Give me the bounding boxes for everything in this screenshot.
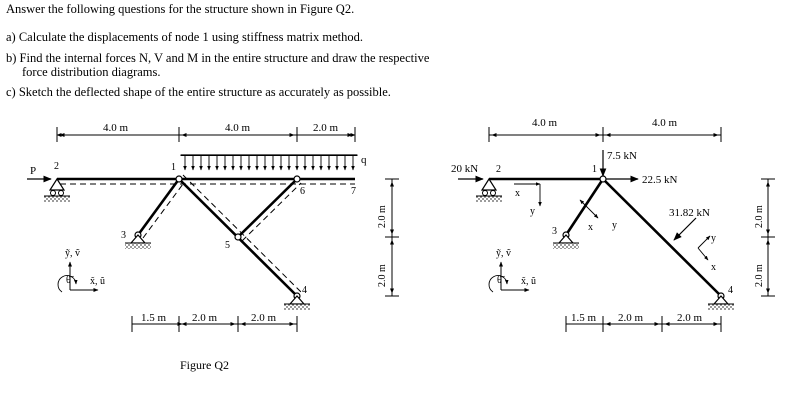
right-local-y-inclined: y <box>711 233 716 244</box>
right-force-inclined: 31.82 kN <box>669 207 710 219</box>
left-axis-rot-label: θ̃ <box>66 275 71 286</box>
left-structure <box>27 127 399 332</box>
question-part-b-line1: b) Find the internal forces N, V and M in the entire structure and draw the respective <box>6 51 430 65</box>
left-dim-bottom-3: 2.0 m <box>251 312 277 324</box>
question-part-a: a) Calculate the displacements of node 1 using stiffness matrix method. <box>6 30 363 44</box>
left-node-2: 2 <box>54 161 59 172</box>
left-dim-right-1: 2.0 m <box>377 205 388 228</box>
right-node-4: 4 <box>728 285 733 296</box>
left-node-1: 1 <box>171 162 176 173</box>
left-dim-bottom-1: 1.5 m <box>141 312 167 324</box>
right-local-x-member: x <box>588 222 593 233</box>
right-local-x-inclined: x <box>711 262 716 273</box>
left-node-3: 3 <box>121 230 126 241</box>
right-local-y-member: y <box>612 220 617 231</box>
left-load-q: q <box>361 154 367 166</box>
right-dim-right-2: 2.0 m <box>754 264 765 287</box>
question-intro: Answer the following questions for the structure shown in Figure Q2. <box>6 2 355 16</box>
right-node-1: 1 <box>592 164 597 175</box>
right-dim-top-2: 4.0 m <box>652 117 678 129</box>
right-dim-top-1: 4.0 m <box>532 117 558 129</box>
right-force-left: 20 kN <box>451 163 479 175</box>
left-axis-x-label: x̃, ũ <box>90 276 105 287</box>
question-part-c: c) Sketch the deflected shape of the entire structure as accurately as possible. <box>6 85 391 99</box>
right-local-y-beam: y <box>530 206 535 217</box>
left-node-6: 6 <box>300 186 305 197</box>
figure-caption: Figure Q2 <box>180 358 229 372</box>
question-part-b-line2: force distribution diagrams. <box>22 65 161 79</box>
left-dim-right-2: 2.0 m <box>377 264 388 287</box>
right-axis-rot-label: θ̃ <box>497 275 502 286</box>
left-node-4: 4 <box>302 285 307 296</box>
right-dim-bottom-1: 1.5 m <box>571 312 597 324</box>
right-node-2: 2 <box>496 164 501 175</box>
left-dim-bottom-2: 2.0 m <box>192 312 218 324</box>
right-force-horizontal: 22.5 kN <box>642 174 678 186</box>
right-node-3: 3 <box>552 226 557 237</box>
left-dim-top-3: 2.0 m <box>313 122 339 134</box>
right-dim-right-1: 2.0 m <box>754 205 765 228</box>
right-dim-bottom-3: 2.0 m <box>677 312 703 324</box>
right-dim-bottom-2: 2.0 m <box>618 312 644 324</box>
right-axis-y-label: ỹ, ṽ <box>496 248 511 259</box>
left-dim-top-2: 4.0 m <box>225 122 251 134</box>
right-force-vertical: 7.5 kN <box>607 150 637 162</box>
left-dim-top-1: 4.0 m <box>103 122 129 134</box>
right-local-x-beam: x <box>515 188 520 199</box>
left-node-7: 7 <box>351 186 356 197</box>
left-load-p: P <box>30 165 37 177</box>
left-node-5: 5 <box>225 240 230 251</box>
right-axis-x-label: x̃, ũ <box>521 276 536 287</box>
left-axis-y-label: ỹ, ṽ <box>65 248 80 259</box>
